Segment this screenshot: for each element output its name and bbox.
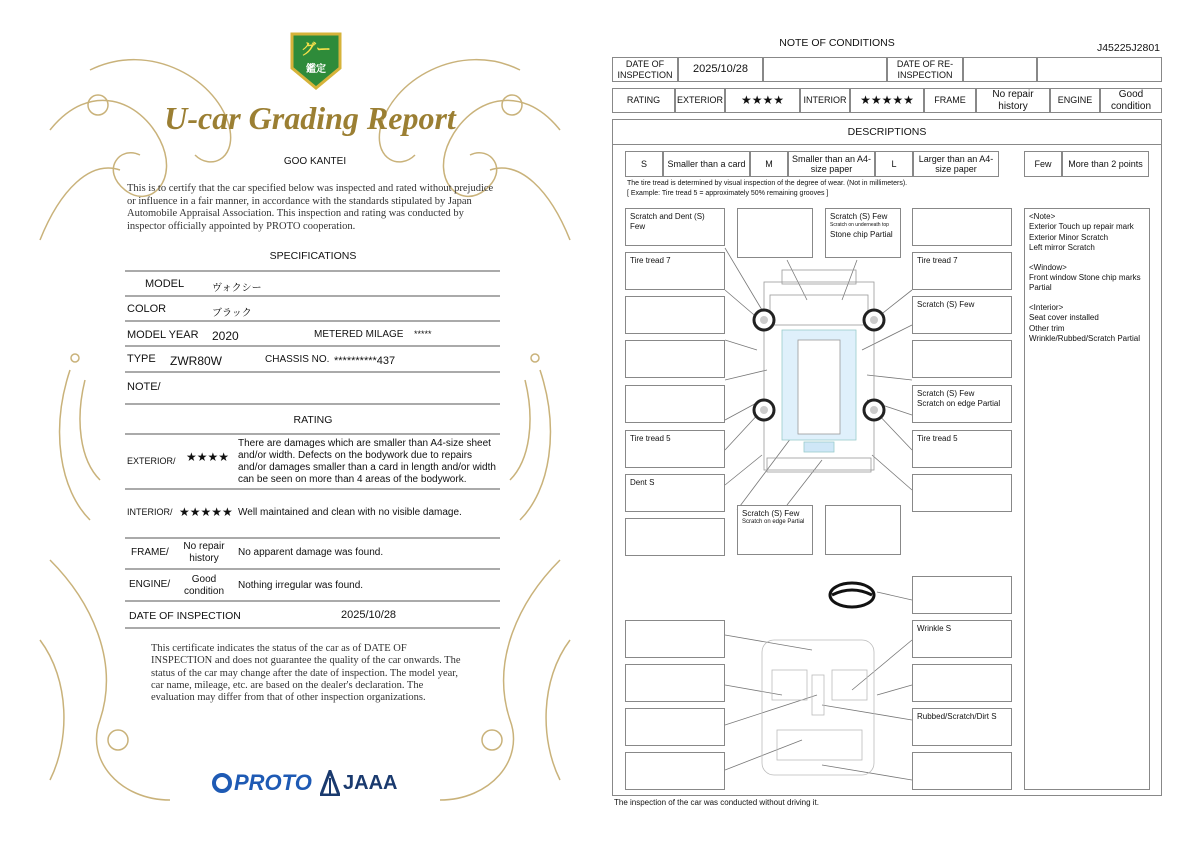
- mileage-value: *****: [414, 329, 432, 339]
- interior-box-left-3: [625, 708, 725, 746]
- engine-value: Good condition: [183, 574, 225, 597]
- interior-label: INTERIOR/: [127, 507, 173, 517]
- certificate-intro: This is to certify that the car specified below was inspected and rated without prejudice or influence in a fair manner, in accordance with the standards stipulated by Japan Automobile Appraisal Association. This inspection and rating was conducted by inspector officially appointed by PROTO cooperation.: [127, 183, 494, 232]
- legend-s: S: [625, 151, 663, 177]
- frame-label: FRAME/: [131, 547, 169, 558]
- proto-logo-text: PROTO: [234, 770, 312, 795]
- interior-header: INTERIOR: [800, 88, 850, 113]
- right-5-damage-detail: Scratch on edge Partial: [917, 399, 1001, 409]
- damage-box-bottom-2: [825, 505, 901, 555]
- proto-mark-icon: [212, 773, 232, 793]
- engine-rating-value: Good condition: [1100, 88, 1162, 113]
- date-inspection-value: 2025/10/28: [678, 57, 763, 82]
- engine-label: ENGINE/: [129, 579, 171, 590]
- damage-box-tire-rear-left: Tire tread 5: [625, 430, 725, 468]
- rear-bumper-damage-title: Scratch (S) Few: [742, 509, 800, 518]
- exterior-label: EXTERIOR/: [127, 456, 176, 466]
- damage-box-windshield: [825, 208, 901, 258]
- legend-m: M: [750, 151, 788, 177]
- interior-box-left-4: [625, 752, 725, 790]
- type-value: ZWR80W: [170, 354, 222, 368]
- interior-heading: <Interior>: [1029, 302, 1064, 312]
- color-label: COLOR: [127, 303, 167, 315]
- damage-box-right-3: Scratch (S) Few: [912, 296, 1012, 334]
- legend-few: Few: [1024, 151, 1062, 177]
- steering-wheel-icon: [830, 583, 874, 607]
- windshield-damage-sub: Scratch on underneath top: [830, 222, 889, 229]
- note-line-2: Exterior Minor Scratch: [1029, 232, 1109, 242]
- exterior-header: EXTERIOR: [675, 88, 725, 113]
- badge-top-text: グー: [300, 41, 331, 58]
- side-note-box: [1024, 208, 1150, 790]
- type-label: TYPE: [127, 353, 156, 365]
- model-value: ヴォクシー: [212, 283, 262, 294]
- frame-header: FRAME: [924, 88, 976, 113]
- engine-description: Nothing irregular was found.: [238, 580, 364, 591]
- legend-few-text: More than 2 points: [1062, 151, 1149, 177]
- frame-rating-value: No repair history: [976, 88, 1050, 113]
- inspection-date-value: 2025/10/28: [341, 609, 397, 621]
- interior-box-right-5: [912, 752, 1012, 790]
- damage-box-left-4: [625, 340, 725, 378]
- inspection-footer-note: The inspection of the car was conducted without driving it.: [614, 798, 819, 807]
- badge-bottom-text: 鑑定: [306, 64, 326, 75]
- certificate-title: U-car Grading Report: [164, 100, 456, 136]
- interior-box-left-1: [625, 620, 725, 658]
- inspection-date-label: DATE OF INSPECTION: [129, 610, 241, 622]
- exterior-description: There are damages which are smaller than A4-size sheet and/or width. Defects on the bodywork due to repairs and/or damages smaller than a card in length and/or width can be seen on more than 4 areas of the bodywork.: [238, 438, 496, 485]
- proto-logo: [212, 769, 312, 797]
- model-year-label: MODEL YEAR: [127, 329, 199, 341]
- damage-box-left-3: [625, 296, 725, 334]
- frame-description: No apparent damage was found.: [238, 547, 384, 558]
- interior-description: Well maintained and clean with no visible damage.: [238, 507, 462, 518]
- date-reinspection-label: DATE OF RE-INSPECTION: [887, 57, 963, 82]
- legend-l-text: Larger than an A4-size paper: [913, 151, 999, 177]
- legend-l: L: [875, 151, 913, 177]
- certificate-subtitle: GOO KANTEI: [283, 156, 347, 167]
- jaaa-mark-icon: [320, 770, 340, 796]
- interior-box-right-3: [912, 664, 1012, 702]
- specifications-heading: SPECIFICATIONS: [269, 250, 357, 262]
- rating-label: RATING: [612, 88, 675, 113]
- windshield-damage-detail: Stone chip Partial: [830, 230, 893, 240]
- damage-box-tire-front-right: Tire tread 7: [912, 252, 1012, 290]
- damage-box-rear-bumper: [737, 505, 813, 555]
- tire-note-1: The tire tread is determined by visual inspection of the degree of wear. (Not in millimeters).: [627, 180, 908, 187]
- interior-line-1: Seat cover installed: [1029, 313, 1099, 323]
- exterior-rating-stars: ★★★★: [725, 88, 800, 113]
- interior-line-2: Other trim: [1029, 323, 1065, 333]
- note-line-1: Exterior Touch up repair mark: [1029, 222, 1134, 232]
- color-value: ブラック: [212, 308, 252, 319]
- descriptions-heading: DESCRIPTIONS: [612, 119, 1162, 145]
- damage-box-right-4: [912, 340, 1012, 378]
- date-reinspection-blank: [1037, 57, 1162, 82]
- damage-box-tire-front-left: Tire tread 7: [625, 252, 725, 290]
- goo-kantei-badge: [288, 30, 344, 92]
- jaaa-logo-text: JAAA: [343, 771, 398, 794]
- model-year-value: 2020: [212, 329, 239, 343]
- damage-box-tire-rear-right: Tire tread 5: [912, 430, 1012, 468]
- damage-box-left-8: [625, 518, 725, 556]
- engine-header: ENGINE: [1050, 88, 1100, 113]
- damage-box-top-1: [737, 208, 813, 258]
- tire-note-2: [ Example: Tire tread 5 = approximately 50% remaining grooves ]: [627, 190, 829, 197]
- note-line-3: Left mirror Scratch: [1029, 243, 1095, 253]
- date-reinspection-value: [963, 57, 1037, 82]
- note-label: NOTE/: [127, 381, 161, 393]
- frame-value: No repair history: [183, 541, 225, 564]
- document-id: J45225J2801: [1096, 42, 1160, 54]
- interior-box-rubbed: Rubbed/Scratch/Dirt S: [912, 708, 1012, 746]
- exterior-stars: ★★★★: [186, 450, 230, 464]
- damage-box-right-5: [912, 385, 1012, 423]
- chassis-label: CHASSIS NO.: [265, 354, 330, 365]
- interior-box-wrinkle: Wrinkle S: [912, 620, 1012, 658]
- interior-rating-stars: ★★★★★: [850, 88, 924, 113]
- damage-box-dent: Dent S: [625, 474, 725, 512]
- chassis-value: **********437: [334, 355, 396, 367]
- damage-box-right-1: [912, 208, 1012, 246]
- model-label: MODEL: [145, 278, 185, 290]
- rating-heading: RATING: [293, 414, 333, 426]
- damage-box-right-7: [912, 474, 1012, 512]
- window-line-1: Front window Stone chip marks Partial: [1029, 272, 1141, 293]
- interior-box-left-2: [625, 664, 725, 702]
- damage-box-left-5: [625, 385, 725, 423]
- interior-line-3: Wrinkle/Rubbed/Scratch Partial: [1029, 333, 1141, 343]
- note-heading: <Note>: [1029, 212, 1056, 221]
- damage-box-front-left: Scratch and Dent (S) Few: [625, 208, 725, 246]
- interior-stars: ★★★★★: [179, 505, 233, 519]
- interior-box-dashboard: [912, 576, 1012, 614]
- rear-bumper-damage-sub: Scratch on edge Partial: [742, 519, 805, 526]
- certificate-footer: This certificate indicates the status of the car as of DATE OF INSPECTION and does not guarantee the quality of the car onwards. The status of the car may change after the date of inspection. The model year, car name, mileage, etc. are based on the dealer's declaration. The evaluation may differ from that of other inspection organizations.: [151, 643, 461, 704]
- windshield-damage-title: Scratch (S) Few: [830, 212, 888, 221]
- window-heading: <Window>: [1029, 262, 1067, 272]
- right-5-damage-title: Scratch (S) Few: [917, 389, 975, 398]
- date-inspection-label: DATE OF INSPECTION: [612, 57, 678, 82]
- legend-m-text: Smaller than an A4-size paper: [788, 151, 875, 177]
- jaaa-logo: [320, 769, 397, 797]
- mileage-label: METERED MILAGE: [314, 329, 404, 340]
- legend-s-text: Smaller than a card: [663, 151, 750, 177]
- date-inspection-blank: [763, 57, 887, 82]
- notes-title: NOTE OF CONDITIONS: [779, 37, 895, 49]
